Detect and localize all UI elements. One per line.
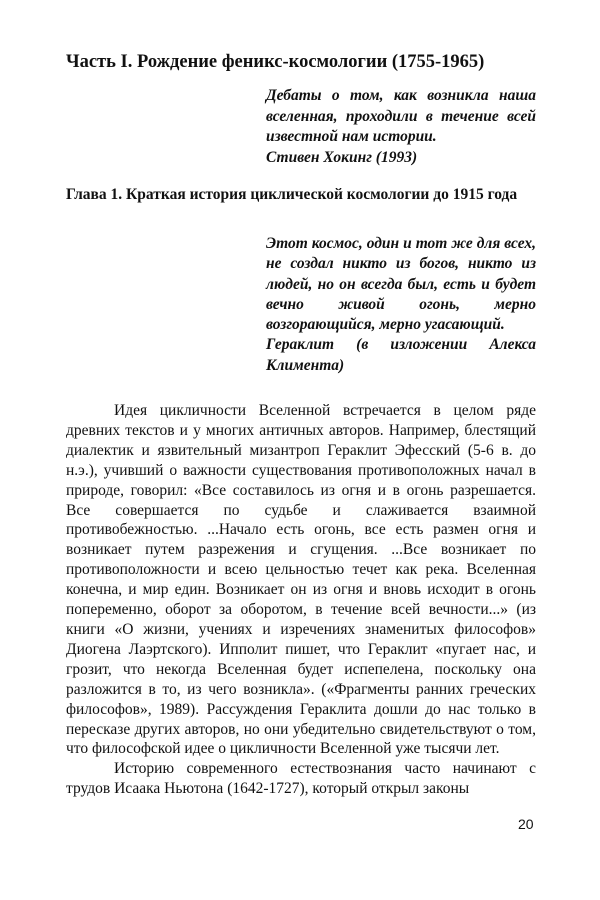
epigraph-heraclitus: [266, 234, 536, 376]
epigraph-text: Дебаты о том, как возникла наша вселенная, проходили в течение всей известной нам истории.: [266, 87, 536, 145]
paragraph: Идея цикличности Вселенной встречается в целом ряде древних текстов и у многих античных авторов. Например, блестящий диалектик и язвительный мизантроп Гераклит Эфесский (5-6 в. до н.э.), учивший о важности существования противоположных начал в природе, говорил: «Все составилось из огня и в огонь разрешается. Все совершается по судьбе и слаживается взаимной противобежностью. ...Начало есть огонь, все есть размен огня и возникает путем разрежения и сгущения. ...Все возникает по противоположности и всею цельностью течет как река. Вселенная конечна, и мир един. Возникает он из огня и вновь исходит в огонь попеременно, оборот за оборотом, в течение всей вечности...» (из книги «О жизни, учениях и изречениях знаменитых философов» Диогена Лаэртского). Ипполит пишет, что Гераклит «пугает нас, и грозит, что некогда Вселенная будет испепелена, поскольку она разложится в то, из чего возникла». («Фрагменты ранних греческих философов», 1989). Рассуждения Гераклита дошли до нас только в пересказе других авторов, но они убедительно свидетельствуют о том, что философской идее о цикличности Вселенной уже тысячи лет.: [66, 402, 536, 758]
epigraph-author: Стивен Хокинг (1993): [266, 148, 418, 166]
epigraph-hawking: [266, 86, 536, 168]
epigraph-text: Этот космос, один и тот же для всех, не создал никто из богов, никто из людей, но он всегда был, есть и будет вечно живой огонь, мерно возгорающийся, мерно угасающий.: [266, 235, 536, 334]
epigraph-author: Гераклит (в изложении Алекса Климента): [266, 336, 536, 374]
body-text: [66, 401, 536, 799]
chapter-title: Глава 1. Краткая история циклической космологии до 1915 года: [66, 186, 518, 203]
page-number: 20: [518, 816, 534, 832]
part-title: Часть I. Рождение феникс-космологии (1755-1965): [66, 52, 485, 72]
paragraph: Историю современного естествознания часто начинают с трудов Исаака Ньютона (1642-1727), который открыл законы: [66, 760, 536, 798]
